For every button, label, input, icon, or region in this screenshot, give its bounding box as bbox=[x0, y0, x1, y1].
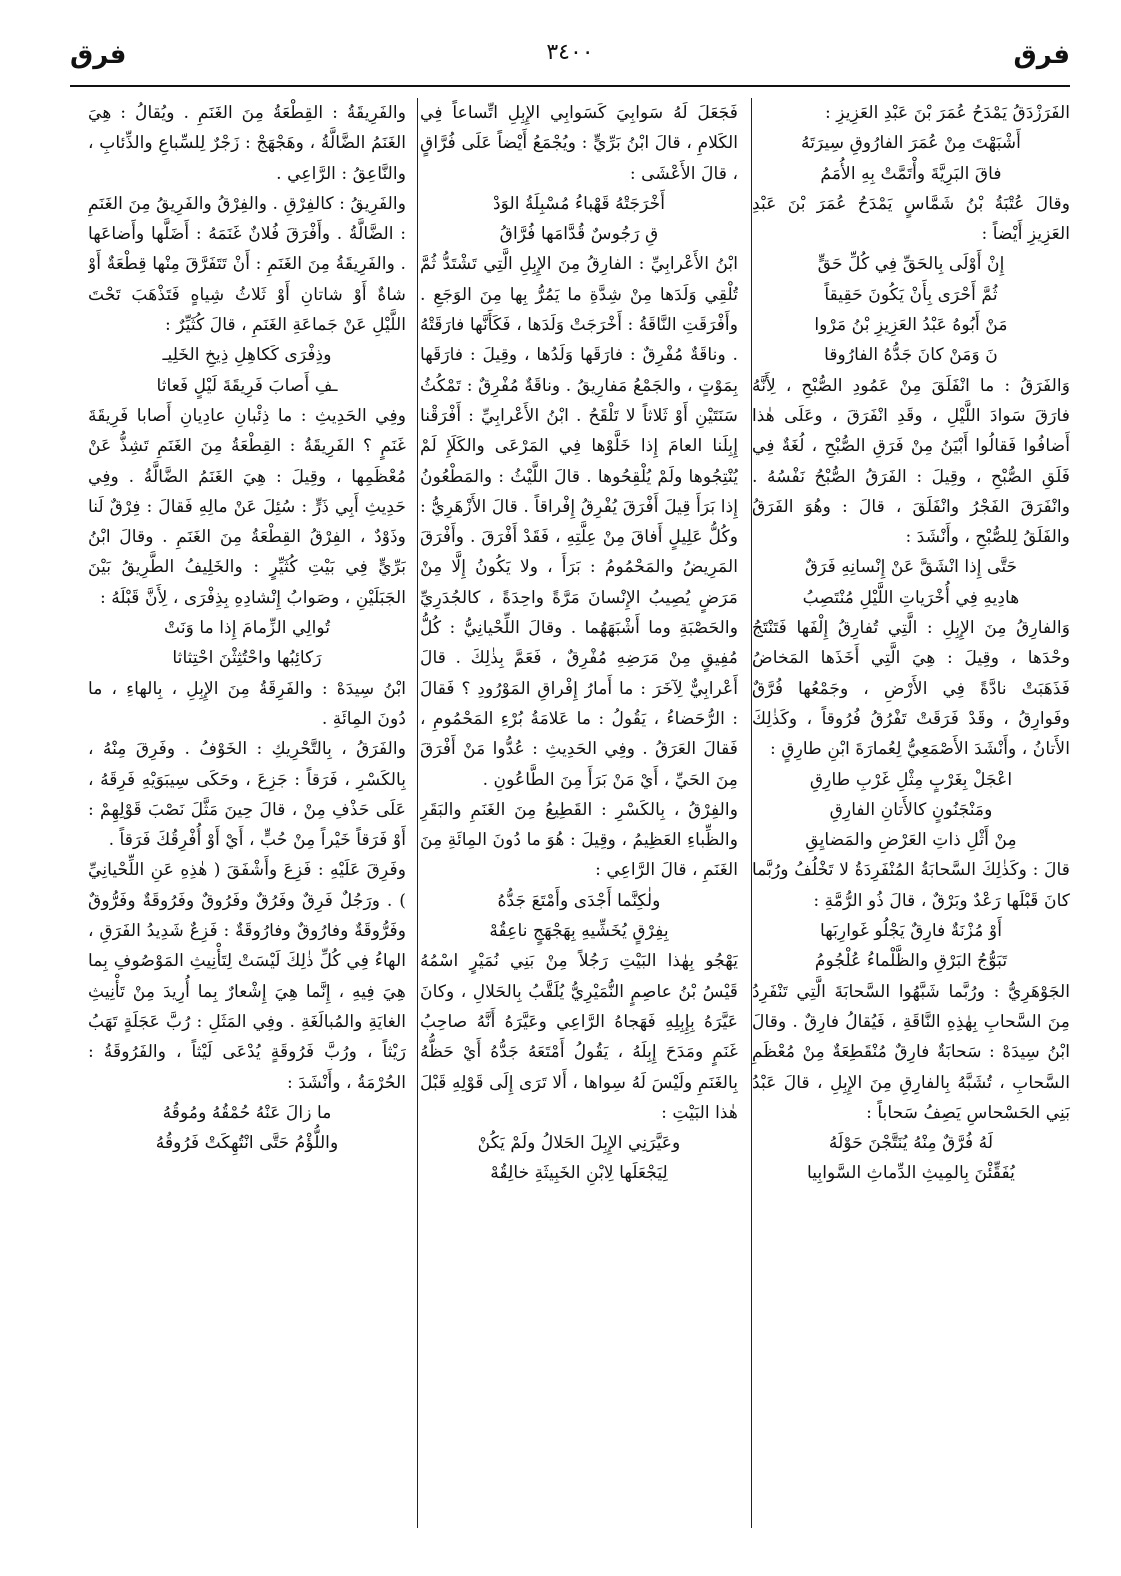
entry-text: ابْنُ سِيدَهْ : والفَرِقَةُ مِنَ الإِبِلِ ، بِالهاءِ ، ما دُونَ المِائَةِ . bbox=[88, 678, 406, 729]
page-header bbox=[70, 30, 1070, 82]
entry-text: وفِي الحَدِيثِ : ما ذِئْبانِ عادِيانِ أَصابا فَرِيقَةَ غَنَمٍ ؟ الفَرِيقَةُ : القِطْعَةُ مِنَ الغَنَمِ تَشِذُّ عَنْ مُعْظَمِها ، وقِيلَ : هِيَ الغَنَمُ الضَّالَّةُ . وفِي حَدِيثِ أَبِي ذَرٍّ : سُئِلَ عَنْ مالِهِ فَقالَ : فِرْقٌ لَنا وذَوْدٌ ، الفِرْقُ القِطْعَةُ مِنَ الغَنَمِ . وقالَ ابْنُ بَرِّيٍّ فِي بَيْتِ كُثَيِّرٍ : والخَلِيفُ الطَّرِيقُ بَيْنَ الجَبَلَيْنِ ، وصَوابُ إِنْشادِهِ بِذِفْرَى ، لِأَنَّ قَبْلَهُ : bbox=[88, 405, 406, 608]
entry-text: والفِرْقُ ، بِالكَسْرِ : القَطِيعُ مِنَ الغَنَمِ والبَقَرِ والظِّباءِ العَظِيمُ ، وقِيلَ : هُوَ ما دُونَ المِائَةِ مِنَ الغَنَمِ ، قالَ الرَّاعِي : bbox=[420, 799, 738, 881]
text-column-middle bbox=[420, 98, 738, 1528]
verse-line: ثُمَّ أَحْرَى بِأَنْ يَكُونَ حَقِيقاً bbox=[824, 284, 998, 305]
verse-line: ولٰكِنَّما أَجْدَى وأَمْتَعَ جَدُّهُ bbox=[497, 890, 661, 911]
verse-line: قِ رَجُوسٌ قُدَّامَها فُرَّاقُ bbox=[499, 224, 659, 245]
entry-text: يَهْجُو بِهٰذا البَيْتِ رَجُلاً مِنْ بَنِي نُمَيْرٍ اسْمُهُ قَيْسُ بْنُ عاصِمٍ النُّمَيْرِيُّ يُلَقَّبُ بِالحَلالِ ، وكانَ عَيَّرَهُ بِإِبِلِهِ فَهَجاهُ الرَّاعِي وعَيَّرَهُ أَنَّهُ صاحِبُ غَنَمٍ ومَدَحَ إِبِلَهُ ، يَقُولُ أَمْتَعَهُ جَدُّهُ أَيْ حَظُّهُ بِالغَنَمِ ولَيْسَ لَهُ سِواها ، أَلا تَرَى إِلَى قَوْلِهِ قَبْلَ هٰذا البَيْتِ : bbox=[420, 951, 738, 1123]
header-rule bbox=[70, 85, 1070, 87]
running-headword-right: فرق bbox=[1013, 40, 1070, 70]
verse-line: واللُّؤْمُ حَتَّى انْتُهِكَتْ فَرُوقُهُ bbox=[155, 1133, 339, 1154]
verse-line: مِنْ أَثْلِ ذاتِ العَرْضِ والمَضايِقِ bbox=[805, 830, 1017, 851]
verse-line: لِيَجْعَلَها لِابْنِ الخَبِيثَةِ خالِقُهْ bbox=[490, 1163, 668, 1184]
verse-line: لَهُ فُرَّقٌ مِنْهُ يُنَتَّجْنَ حَوْلَهُ bbox=[828, 1133, 994, 1154]
text-column-right bbox=[752, 98, 1070, 1528]
verse-line: أَوْ مُزْنَةٌ فارِقٌ يَجْلُو غَوارِبَها bbox=[819, 921, 1003, 942]
entry-text: وَالفارِقُ مِنَ الإِبِلِ : الَّتِي تُفارِقُ إِلْفَها فَتَنْتَجُ وحْدَها ، وقِيلَ : هِيَ الَّتِي أَخَذَها المَخاضُ فَذَهَبَتْ نادَّةً فِي الأَرْضِ ، وجَمْعُها فُرَّقٌ وفَوارِقُ ، وقَدْ فَرَقَتْ تَفْرُقُ فُرُوقاً ، وكَذٰلِكَ الأَتانُ ، وأَنْشَدَ الأَصْمَعِيُّ لِعُمارَةَ ابْنِ طارِقٍ : bbox=[752, 618, 1070, 760]
verse-line: هادِيهِ فِي أُخْرَياتِ اللَّيْلِ مُنْتَصِبُ bbox=[802, 587, 1020, 608]
verse-line: ومَنْجَنُونٍ كالأَتانِ الفارِقِ bbox=[829, 799, 993, 820]
verse-line: تُوالِي الزِّمامَ إِذا ما وَنَتْ bbox=[163, 618, 331, 639]
verse-line: وذِفْرَى كَكاهِلِ ذِيخِ الخَلِيـ bbox=[162, 345, 332, 366]
verse-line: يُفَقِّئْنَ بِالمِيثِ الدِّماثِ السَّوابِيا bbox=[807, 1163, 1015, 1184]
verse-line: تَبَوُّجُ البَرْقِ والظَّلْماءُ عُلْجُومُ bbox=[814, 951, 1008, 972]
text-column-left bbox=[88, 98, 406, 1528]
entry-text: فَجَعَلَ لَهُ سَوابِيَ كَسَوابِي الإِبِلِ اتِّساعاً فِي الكَلامِ ، قالَ ابْنُ بَرِّيٍّ : ويُجْمَعُ أَيْضاً عَلَى فُرَّاقٍ ، قالَ الأَعْشَى : bbox=[420, 103, 738, 184]
entry-text: وقالَ عُتْبَةُ بْنُ شَمَّاسٍ يَمْدَحُ عُمَرَ بْنَ عَبْدِ العَزِيزِ أَيْضاً : bbox=[752, 193, 1070, 245]
verse-line: بِفِرْقٍ يُخَشِّيهِ بِهَجْهَجٍ ناعِقُهْ bbox=[489, 921, 669, 942]
verse-line: اعْجَلْ بِغَرْبٍ مِثْلِ غَرْبِ طارِقِ bbox=[809, 769, 1013, 790]
entry-text: قالَ : وكَذٰلِكَ السَّحابَةُ المُنْفَرِدَةُ لا تَخْلُفُ ورُبَّما كانَ قَبْلَها رَعْدٌ وبَرْقٌ ، قالَ ذُو الرُّمَّةِ : bbox=[752, 860, 1070, 911]
column-separator bbox=[417, 98, 418, 1528]
verse-line: رَكائِبُها واحْتُثِثْنَ احْتِثاثا bbox=[172, 648, 322, 669]
entry-text: الجَوْهَرِيُّ : ورُبَّما شَبَّهُوا السَّحابَةَ الَّتِي تَنْفَرِدُ مِنَ السَّحابِ بِهٰذِهِ النَّاقَةِ ، فَيُقالُ فارِقٌ . وقالَ ابْنُ سِيدَهْ : سَحابَةٌ فارِقٌ مُنْقَطِعَةٌ مِنْ مُعْظَمِ السَّحابِ ، تُشَبَّهُ بِالفارِقِ مِنَ الإِبِلِ ، قالَ عَبْدُ بَنِي الحَسْحاسِ يَصِفُ سَحاباً : bbox=[752, 981, 1070, 1123]
verse-line: حَتَّى إِذا انْشَقَّ عَنْ إِنْسانِهِ فَرَقٌ bbox=[804, 557, 1018, 578]
entry-text: وفَرِقَ عَلَيْهِ : فَزِعَ وأَشْفَقَ ( هٰذِهِ عَنِ اللِّحْيانِيِّ ) . ورَجُلٌ فَرِقٌ وفَرُقٌ وفَرُوقٌ وفَرُوقَةٌ وفَرُّوقٌ وفَرُّوقَةٌ وفارُوقٌ وفارُوقَةٌ : فَزِعٌ شَدِيدُ الفَرَقِ ، الهاءُ فِي كُلِّ ذٰلِكَ لَيْسَتْ لِتَأْنِيثِ المَوْصُوفِ بِما هِيَ فِيهِ ، إِنَّما هِيَ إِشْعارٌ بِما أُرِيدَ مِنْ تَأْنِيثِ الغايَةِ والمُبالَغَةِ . وفِي المَثَلِ : رُبَّ عَجَلَةٍ تَهَبُ رَيْثاً ، ورُبَّ فَرُوقَةٍ يُدْعَى لَيْثاً ، والفَرُوقَةُ : الحُرْمَةُ ، وأَنْشَدَ : bbox=[88, 860, 406, 1093]
running-headword-left: فرق bbox=[70, 40, 127, 70]
entry-text: والفَرَقُ ، بِالتَّحْرِيكِ : الخَوْفُ . وفَرِقَ مِنْهُ ، بِالكَسْرِ ، فَرَقاً : جَزِعَ ، وحَكَى سِيبَوَيْهِ فَرِقَهُ ، عَلَى حَذْفِ مِنْ ، قالَ حِينَ مَثَّلَ نَصْبَ قَوْلِهِمْ : أَوْ فَرَقاً خَيْراً مِنْ حُبٍّ ، أَيْ أَوْ أُفْرِقُكَ فَرَقاً . bbox=[88, 739, 406, 851]
entry-text: والفَرِيقُ : كالفِرْقِ . والفِرْقُ والفَرِيقُ مِنَ الغَنَمِ : الضَّالَّةُ . وأَفْرَقَ فُلانٌ غَنَمَهُ : أَضَلَّها وأَضاعَها . والفَرِيقَةُ مِنَ الغَنَمِ : أَنْ تَتَفَرَّقَ مِنْها قِطْعَةٌ أَوْ شاةٌ أَوْ شاتانِ أَوْ ثَلاثُ شِياهٍ فَتَذْهَبَ تَحْتَ اللَّيْلِ عَنْ جَماعَةِ الغَنَمِ ، قالَ كُثَيِّرٌ : bbox=[88, 193, 406, 336]
entry-text: الفَرَزْدَقُ يَمْدَحُ عُمَرَ بْنَ عَبْدِ العَزِيزِ : bbox=[825, 103, 1070, 123]
verse-line: نَ وَمَنْ كانَ جَدُّهُ الفارُوقا bbox=[824, 345, 998, 366]
verse-line: إِنْ أَوْلَى بِالحَقِّ فِي كُلِّ حَقٍّ bbox=[817, 254, 1005, 275]
verse-line: وعَيَّرَنِي الإِبِلَ الحَلالُ ولَمْ يَكُنْ bbox=[477, 1133, 681, 1154]
verse-line: أَخْرَجَتْهُ قَهْباءُ مُسْبِلَةُ الوَدْ bbox=[492, 193, 666, 214]
page-number: ٣٤٠٠ bbox=[546, 40, 594, 65]
verse-line: فاقَ البَرِيَّةَ وأْتَمَّتْ بِهِ الأُمَمُ bbox=[820, 163, 1002, 184]
verse-line: ما زالَ عَنْهُ حُمْقُهُ ومُوقُهُ bbox=[162, 1102, 332, 1123]
verse-line: أَشْبَهْتَ مِنْ عُمَرَ الفارُوقِ سِيرَتَهُ bbox=[801, 133, 1021, 154]
entry-text: وَالفَرَقُ : ما انْفَلَقَ مِنْ عَمُودِ الصُّبْحِ ، لِأَنَّهُ فارَقَ سَوادَ اللَّيْلِ ، وقَدِ انْفَرَقَ ، وعَلَى هٰذا أَضافُوا فَقالُوا أَبْيَنُ مِنْ فَرَقِ الصُّبْحِ ، لُغَةٌ فِي فَلَقِ الصُّبْحِ ، وقِيلَ : الفَرَقُ الصُّبْحُ نَفْسُهُ . وانْفَرَقَ الفَجْرُ وانْفَلَقَ ، قالَ : وهُوَ الفَرَقُ والفَلَقُ لِلصُّبْحِ ، وأَنْشَدَ : bbox=[752, 375, 1070, 548]
entry-text: ابْنُ الأَعْرابِيِّ : الفارِقُ مِنَ الإِبِلِ الَّتِي تَشْتَدُّ ثُمَّ تُلْقِي وَلَدَها مِنْ شِدَّةِ ما يَمُرُّ بِها مِنَ الوَجَعِ . وأَفْرَقَتِ النَّاقَةُ : أَخْرَجَتْ وَلَدَها ، فَكَأَنَّها فارَقَتْهُ . وناقَةٌ مُفْرِقٌ : فارَقَها وَلَدُها ، وقِيلَ : فارَقَها بِمَوْتٍ ، والجَمْعُ مَفارِيقُ . وناقَةٌ مُفْرِقٌ : تَمْكُثُ سَنَتَيْنِ أَوْ ثَلاثاً لا تَلْقَحُ . ابْنُ الأَعْرابِيِّ : أَفْرَقْنا إِبِلَنا العامَ إِذا خَلَّوْها فِي المَرْعَى والكَلَإِ لَمْ يُنْتِجُوها ولَمْ يُلْقِحُوها . قالَ اللَّيْثُ : والمَطْعُونُ إِذا بَرَأَ قِيلَ أَفْرَقَ يُفْرِقُ إِفْراقاً . قالَ الأَزْهَرِيُّ : وكُلُّ عَلِيلٍ أَفاقَ مِنْ عِلَّتِهِ ، فَقَدْ أَفْرَقَ . وأَفْرَقَ المَرِيضُ والمَحْمُومُ : بَرَأَ ، ولا يَكُونُ إِلَّا مِنْ مَرَضٍ يُصِيبُ الإِنْسانَ مَرَّةً واحِدَةً ، كالجُدَرِيِّ والحَصْبَةِ وما أَشْبَهَهُما . وقالَ اللِّحْيانِيُّ : كُلُّ مُفِيقٍ مِنْ مَرَضِهِ مُفْرِقٌ ، فَعَمَّ بِذٰلِكَ . قالَ أَعْرابِيٌّ لِآخَرَ : ما أَمارُ إِفْراقِ المَوْرُودِ ؟ فَقالَ : الرُّحَضاءُ ، يَقُولُ : ما عَلامَةُ بُرْءِ المَحْمُومِ ، فَقالَ العَرَقُ . وفِي الحَدِيثِ : عُدُّوا مَنْ أَفْرَقَ مِنَ الحَيِّ ، أَيْ مَنْ بَرَأَ مِنَ الطَّاعُونِ . bbox=[420, 254, 738, 790]
verse-line: مَنْ أَبُوهُ عَبْدُ العَزِيزِ بْنُ مَرْوا bbox=[814, 315, 1008, 336]
entry-text: والفَرِيقَةُ : القِطْعَةُ مِنَ الغَنَمِ . ويُقالُ : هِيَ الغَنَمُ الضَّالَّةُ ، وهَجْهَجْ : زَجْرٌ لِلسِّباعِ والذِّئابِ ، والنَّاعِقُ : الرَّاعِي . bbox=[88, 103, 406, 184]
verse-line: ـفِ أَصابَ فَرِيقَةَ لَيْلٍ فَعاثا bbox=[156, 375, 338, 396]
